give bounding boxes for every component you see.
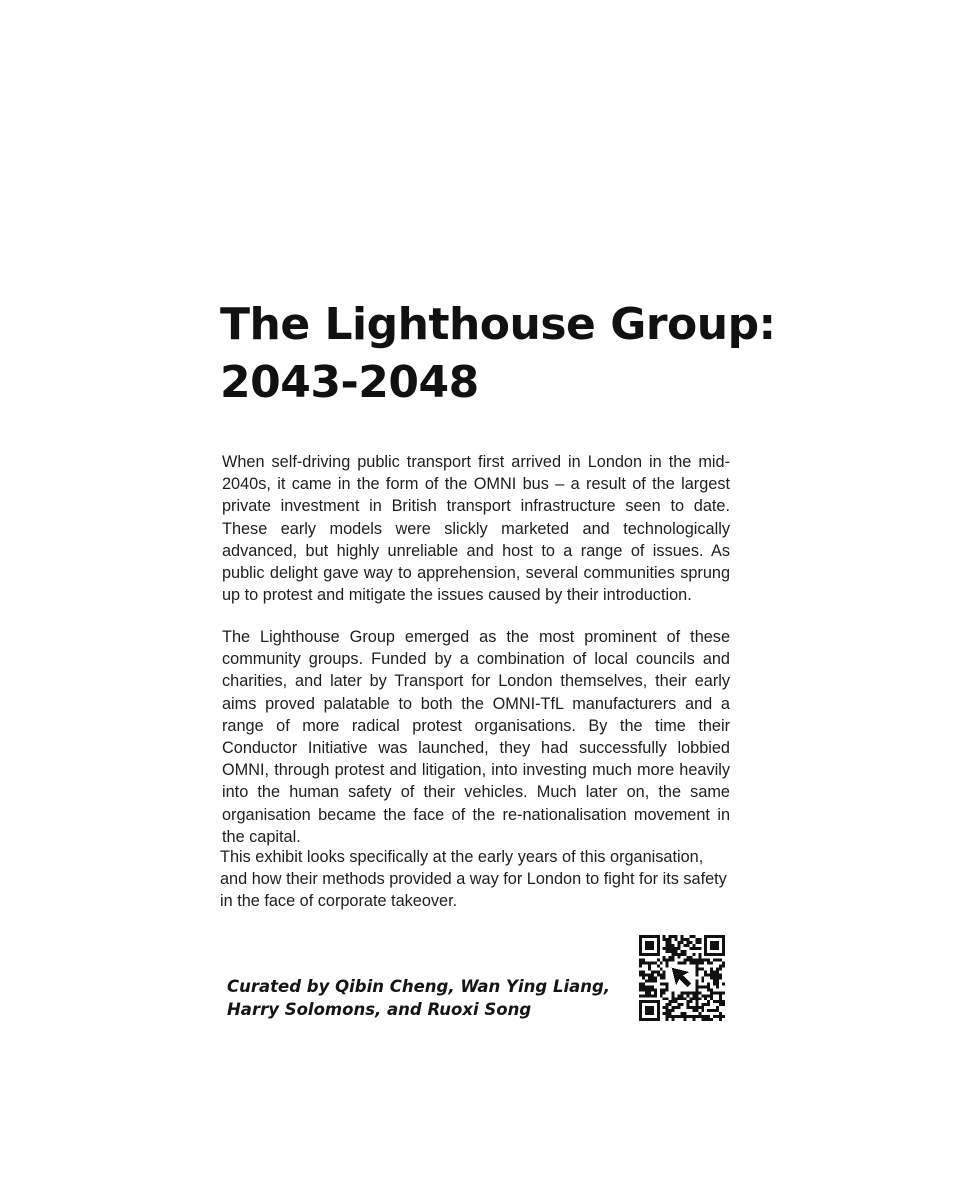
credits-line-1: Curated by Qibin Cheng, Wan Ying Liang, [227, 977, 611, 996]
lighthouse-group-paragraph: The Lighthouse Group emerged as the most prominent of these community groups. Funded by a combination of local councils and charities, and later by Transport for London themselves, their early aims proved palatable to both the OMNI-TfL manufacturers and a range of more radical protest organisations. By the time their Conductor Initiative was launched, they had successfully lobbied OMNI, through protest and litigation, into investing much more heavily into the human safety of their vehicles. Much later on, the same organisation became the face of the re-nationalisation movement in the capital. [222, 628, 730, 846]
title-line-1: The Lighthouse Group: [220, 299, 776, 350]
page-title [220, 296, 780, 412]
exhibit-paragraph: This exhibit looks specifically at the early years of this organisation, and how their methods provided a way for London to fight for its safety in the face of corporate takeover. [220, 848, 727, 911]
cursor-arrow-icon [672, 968, 692, 988]
title-line-2: 2043-2048 [220, 357, 479, 408]
qr-code-icon[interactable] [639, 935, 725, 1021]
credits-line-2: Harry Solomons, and Ruoxi Song [227, 999, 532, 1019]
intro-paragraph: When self-driving public transport first arrived in London in the mid-2040s, it came in the form of the OMNI bus – a result of the largest private investment in British transport infrastructure seen to date. These early models were slickly marketed and technologically advanced, but highly unreliable and host to a range of issues. As public delight gave way to apprehension, several communities sprung up to protest and mitigate the issues caused by their introduction. [222, 453, 730, 605]
curator-credits [227, 976, 610, 1021]
